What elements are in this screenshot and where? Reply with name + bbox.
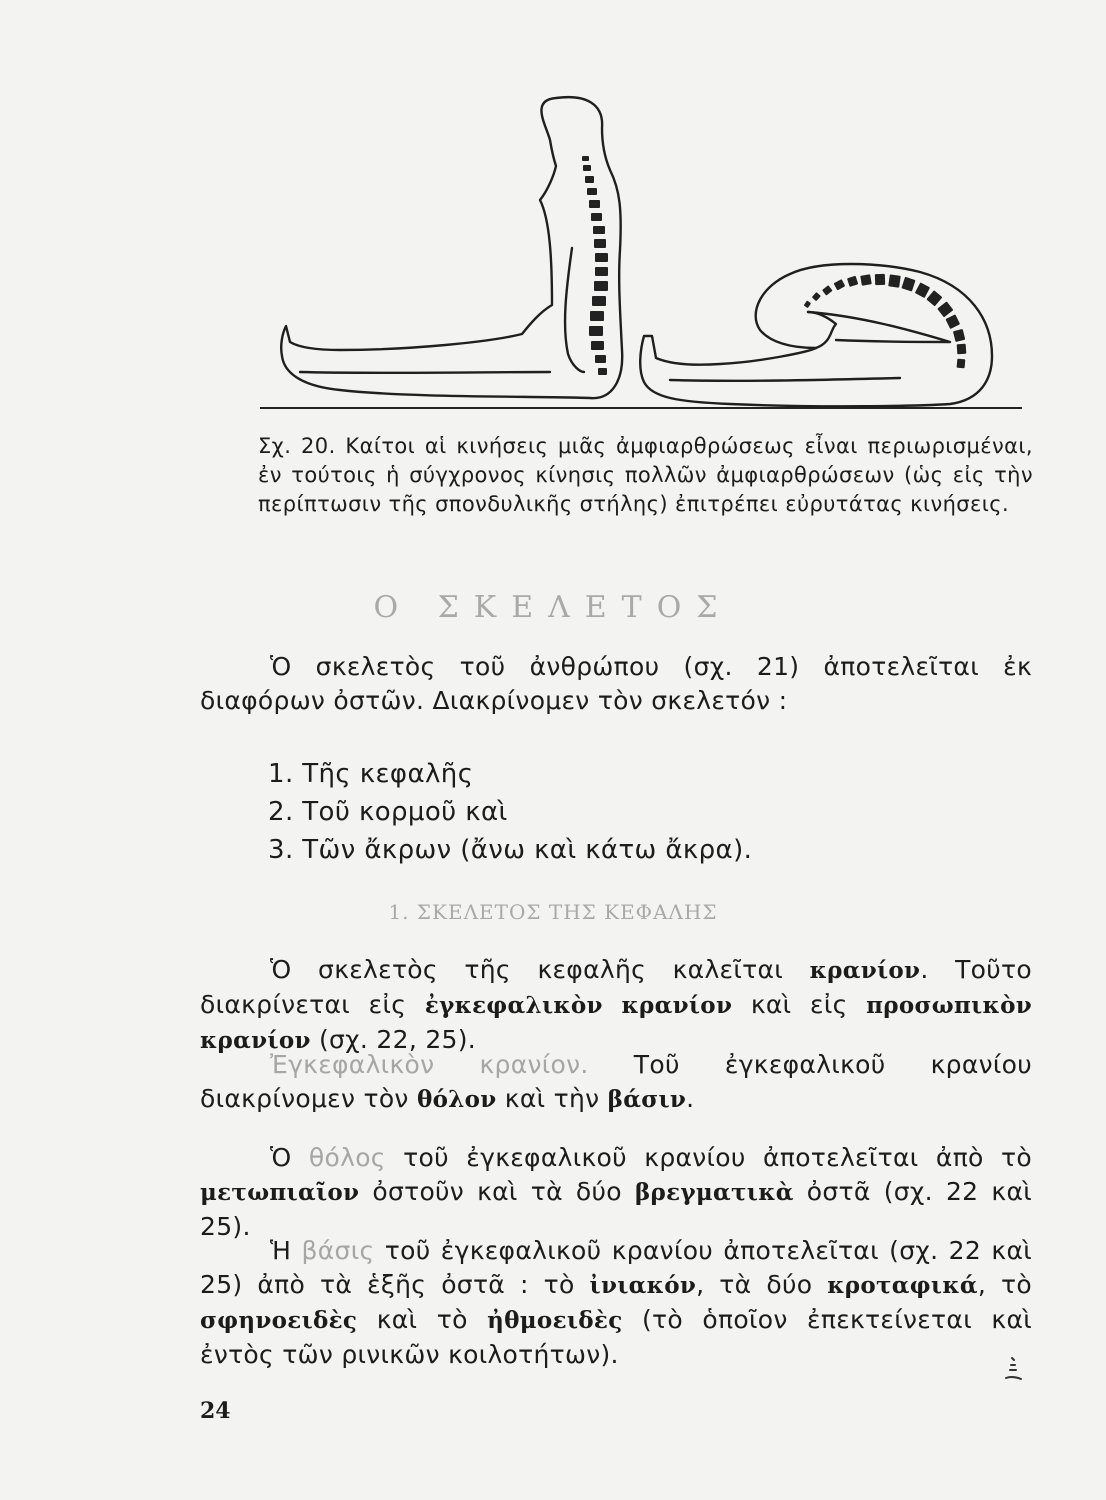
term-iniakon: ἰνιακόν	[589, 1272, 697, 1299]
term-vregmatika: βρεγματικὰ	[634, 1179, 794, 1206]
text-run: Ὁ σκελετὸς τῆς κεφαλῆς καλεῖται	[270, 955, 810, 984]
text-run: τοῦ ἐγκεφαλικοῦ κρανίου ἀποτελεῖται ἀπὸ τὸ	[385, 1143, 1032, 1172]
term-vasis: βάσιν	[607, 1086, 687, 1113]
term-metopiaion: μετωπιαῖον	[200, 1179, 360, 1206]
sitting-figure	[281, 97, 622, 398]
term-kranion: κρανίον	[809, 957, 921, 984]
list-item: 1. Τῆς κεφαλῆς	[268, 759, 474, 789]
text-run: καὶ εἰς	[732, 990, 867, 1019]
text-run: , τὸ	[977, 1270, 1032, 1299]
bending-figure	[640, 264, 992, 406]
section-title: Ο ΣΚΕΛΕΤΟΣ	[373, 590, 733, 625]
text-run: . Τοῦτο διακρίνεται εἰς	[200, 955, 1032, 1019]
text-run: Ἡ	[270, 1236, 302, 1265]
text-run: ὀστοῦν καὶ τὰ δύο	[359, 1177, 635, 1206]
figure-caption: Σχ. 20. Καίτοι αἱ κινήσεις μιᾶς ἀμφιαρθρώσεως εἶναι περιωρισμέναι, ἐν τούτοις ἡ σύγχρονος κίνησις πολλῶν ἀμφιαρθρώσεων (ὡς εἰς τὴν περίπτωσιν τῆς σπονδυλικῆς στήλης) ἐπιτρέπει εὐρυτάτας κινήσεις.	[258, 434, 1033, 516]
term-tholos-faint: θόλος	[308, 1143, 386, 1172]
skeleton-parts-list	[268, 755, 752, 869]
text-run: , τὰ δύο	[696, 1270, 828, 1299]
paragraph-cranium	[200, 1048, 1032, 1117]
text-run: καὶ τὸ	[357, 1305, 488, 1334]
subsection-title: 1. ΣΚΕΛΕΤΟΣ ΤΗΣ ΚΕΦΑΛΗΣ	[388, 900, 718, 924]
paragraph-base	[200, 1234, 1032, 1372]
intro-paragraph	[200, 650, 1032, 718]
term-ithmoeides: ἠθμοειδὲς	[487, 1307, 623, 1334]
term-sfinoeides: σφηνοειδὲς	[200, 1307, 358, 1334]
spine-flexion-figure	[260, 80, 1030, 420]
text-run: Τοῦ ἐγκεφαλικοῦ κρανίου διακρίνομεν τὸν	[200, 1050, 1032, 1113]
text-run: Ὁ	[270, 1143, 309, 1172]
term-prosopiko-kranio: προσωπικὸν κρανίον	[200, 992, 1032, 1054]
bending-spine	[804, 274, 967, 369]
text-run: ὀστᾶ (σχ. 22 καὶ 25).	[200, 1177, 1032, 1241]
paragraph-vault	[200, 1141, 1032, 1244]
text-run: τοῦ ἐγκεφαλικοῦ κρανίου ἀποτελεῖται (σχ. 22 καὶ 25) ἀπὸ τὰ ἑξῆς ὀστᾶ : τὸ	[200, 1236, 1032, 1299]
list-item: 2. Τοῦ κορμοῦ καὶ	[268, 797, 508, 827]
term-krotafika: κροταφικά	[827, 1272, 978, 1299]
text-run: (σχ. 22, 25).	[310, 1025, 477, 1054]
text-run: .	[686, 1084, 695, 1113]
sitting-spine	[582, 156, 608, 375]
page-number: 24	[200, 1398, 231, 1424]
text-run: καὶ τὴν	[496, 1084, 608, 1113]
term-enkefaliko-kranio: ἐγκεφαλικὸν κρανίον	[424, 992, 733, 1019]
paragraph-skull	[200, 953, 1032, 1058]
term-tholos: θόλον	[416, 1086, 497, 1113]
intro-text: Ὁ σκελετὸς τοῦ ἀνθρώπου (σχ. 21) ἀποτελεῖται ἐκ διαφόρων ὀστῶν. Διακρίνομεν τὸν σκελετόν :	[200, 652, 1032, 715]
subheading-run: Ἐγκεφαλικὸν κρανίον.	[270, 1050, 589, 1079]
text-run: (τὸ ὁποῖον ἐπεκτείνεται καὶ ἐντὸς τῶν ρινικῶν κοιλοτήτων).	[200, 1305, 1032, 1369]
term-vasis-faint: βάσις	[301, 1236, 375, 1265]
ink-mark-icon	[1002, 1356, 1024, 1382]
list-item: 3. Τῶν ἄκρων (ἄνω καὶ κάτω ἄκρα).	[268, 835, 753, 865]
